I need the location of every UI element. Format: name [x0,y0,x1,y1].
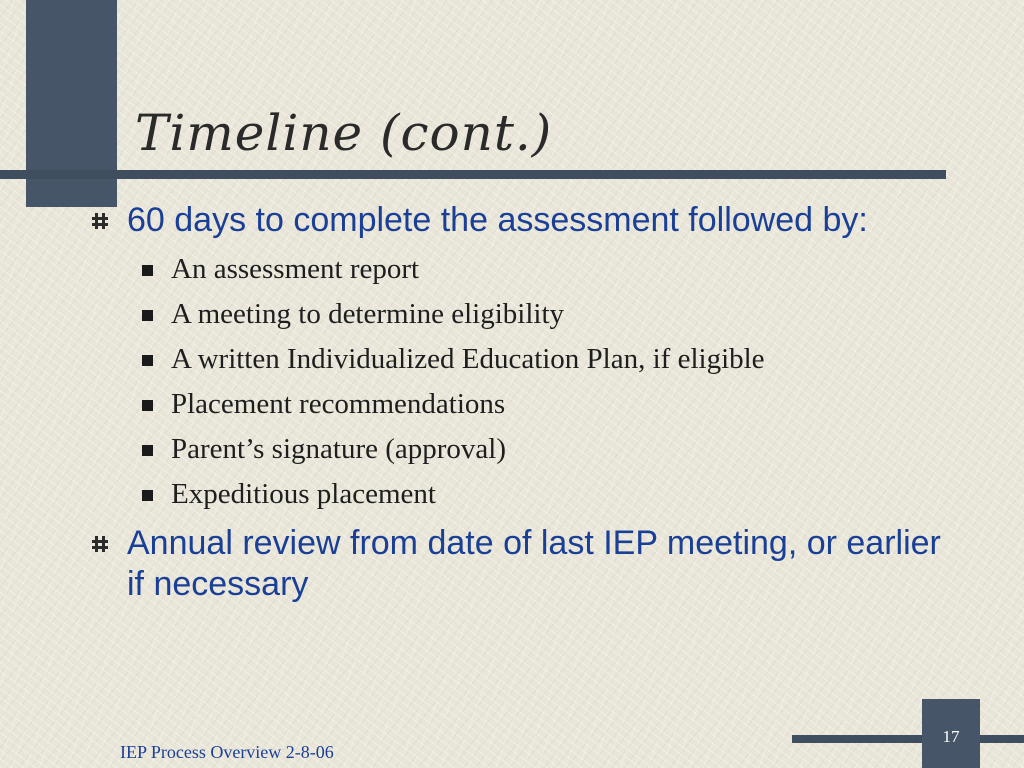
sub-bullet-text: A written Individualized Education Plan, if eligible [171,343,765,375]
slide-body [85,200,955,605]
slide-title: Timeline (cont.) [135,104,553,162]
bullet-item-assessment [85,200,955,241]
bullet-text: 60 days to complete the assessment followed by: [127,201,868,239]
square-bullet-icon [142,490,153,501]
sub-bullet-item [85,337,955,382]
sub-bullet-text: Expeditious placement [171,478,436,510]
square-bullet-icon [142,265,153,276]
sub-bullet-item [85,292,955,337]
sub-bullet-text: Placement recommendations [171,388,506,420]
sub-bullet-text: An assessment report [171,253,420,285]
footer-rule-right [980,735,1024,743]
bullet-item-annual-review [85,523,955,605]
footer-rule-left [792,735,922,743]
hash-bullet-icon [91,212,109,230]
square-bullet-icon [142,445,153,456]
bullet-text: Annual review from date of last IEP meeting, or earlier if necessary [127,524,941,603]
page-number: 17 [942,727,960,746]
sub-bullet-list [85,247,955,517]
sub-bullet-item [85,382,955,427]
sub-bullet-text: A meeting to determine eligibility [171,298,565,330]
page-number-box [922,699,980,768]
sub-bullet-item [85,247,955,292]
hash-bullet-icon [91,535,109,553]
square-bullet-icon [142,400,153,411]
footer-text: IEP Process Overview 2-8-06 [120,742,334,762]
sub-bullet-item [85,472,955,517]
square-bullet-icon [142,355,153,366]
sub-bullet-text: Parent’s signature (approval) [171,433,507,465]
square-bullet-icon [142,310,153,321]
title-underline-rule [0,170,946,179]
sub-bullet-item [85,427,955,472]
